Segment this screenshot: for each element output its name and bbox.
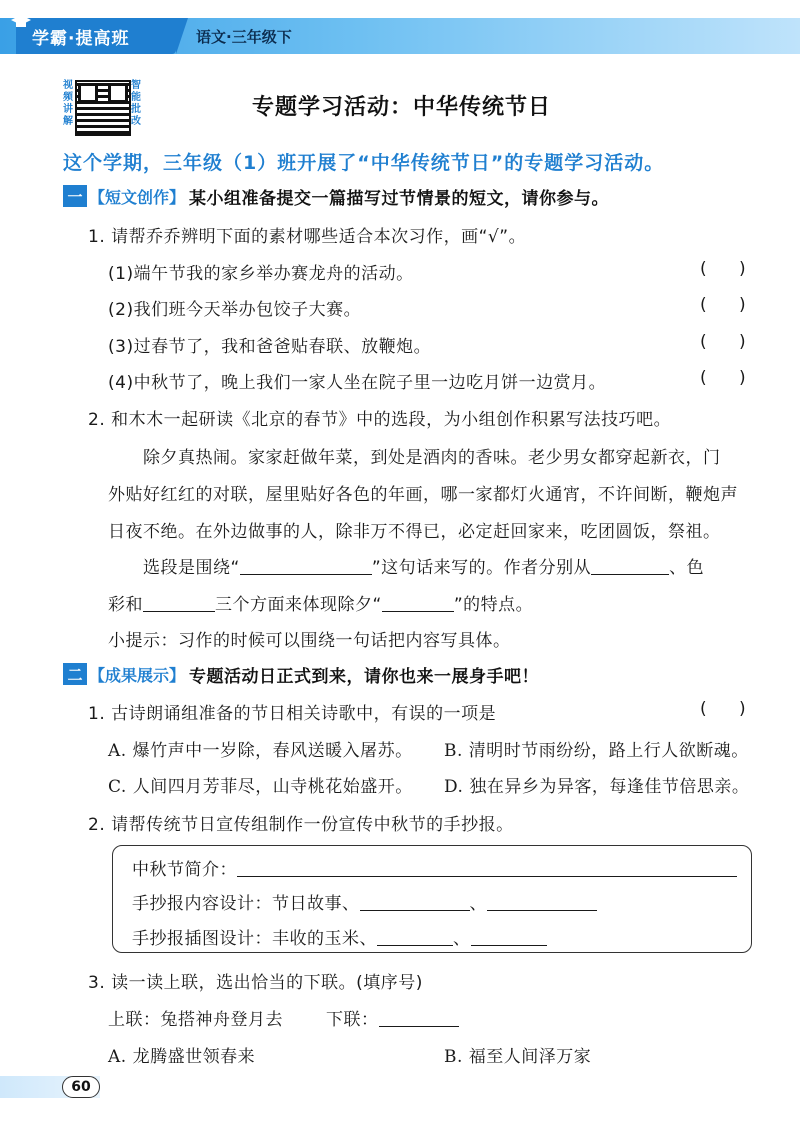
header-brand-tab	[16, 18, 176, 54]
s1-fill1-c: 、色	[669, 558, 705, 578]
section-2-number: 二	[63, 663, 87, 685]
s2-question-1: 1. 古诗朗诵组准备的节日相关诗歌中，有误的一项是	[88, 704, 497, 724]
poster-line-3	[132, 924, 547, 949]
header-brand: 学霸·提高班	[32, 28, 130, 49]
section-2-tag: 【成果展示】	[89, 665, 186, 685]
section-1-number: 一	[63, 185, 87, 207]
poster-illus-label: 手抄报插图设计：丰收的玉米、	[132, 929, 377, 949]
header-fold	[176, 18, 188, 54]
section-1-heading	[63, 183, 609, 209]
s1-passage-line-3: 日夜不绝。在外边做事的人，除非万不得已，必定赶回家来，吃团圆饭，祭祖。	[108, 522, 721, 542]
section-1-text: 某小组准备提交一篇描写过节情景的短文，请你参与。	[189, 188, 610, 209]
qr-right-label: 智能批改	[131, 80, 141, 127]
s1-tip: 小提示：习作的时候可以围绕一句话把内容写具体。	[108, 631, 511, 651]
s1-option-3: (3)过春节了，我和爸爸贴春联、放鞭炮。	[108, 337, 432, 357]
poster-content-label: 手抄报内容设计：节日故事、	[132, 894, 360, 914]
s2-xialian-row	[326, 1005, 459, 1030]
s1-passage-line-2: 外贴好红红的对联，屋里贴好各色的年画，哪一家都灯火通宵，不许间断，鞭炮声	[108, 485, 738, 505]
s2-choice-d[interactable]: D. 独在异乡为异客，每逢佳节倍思亲。	[444, 777, 750, 797]
s2-option-a[interactable]: A. 龙腾盛世领春来	[108, 1047, 256, 1067]
qr-left-label: 视频讲解	[63, 80, 73, 127]
s1-fill-line-1	[143, 553, 704, 578]
qr-code-icon[interactable]	[75, 80, 131, 136]
s1-blank-aspect-3[interactable]	[143, 594, 215, 612]
poster-intro-label: 中秋节简介：	[132, 860, 237, 880]
s2-choice-a[interactable]: A. 爆竹声中一岁除，春风送暖入屠苏。	[108, 741, 413, 761]
poster-illus-blank-2[interactable]	[471, 928, 547, 946]
s1-fill1-a: 选段是围绕“	[143, 558, 240, 578]
s1-answer-4[interactable]: ( )	[700, 368, 746, 388]
intro-text: 这个学期，三年级（1）班开展了“中华传统节日”的专题学习活动。	[63, 152, 665, 174]
s1-fill2-b: 三个方面来体现除夕“	[215, 595, 382, 615]
s2-answer-1[interactable]: ( )	[700, 699, 746, 719]
poster-illus-blank-1[interactable]	[377, 928, 453, 946]
section-2-text: 专题活动日正式到来，请你也来一展身手吧！	[189, 666, 540, 687]
s1-option-4: (4)中秋节了，晚上我们一家人坐在院子里一边吃月饼一边赏月。	[108, 373, 607, 393]
s1-blank-feature[interactable]	[382, 594, 454, 612]
s1-blank-aspect-1[interactable]	[591, 557, 669, 575]
poster-intro-blank[interactable]	[237, 859, 737, 877]
poster-illus-sep: 、	[453, 929, 471, 949]
s2-question-3: 3. 读一读上联，选出恰当的下联。(填序号)	[88, 973, 423, 993]
s1-fill-line-2	[108, 590, 533, 615]
poster-line-1	[132, 855, 737, 880]
s1-question-2: 2. 和木木一起研读《北京的春节》中的选段，为小组创作积累写法技巧吧。	[88, 410, 672, 430]
s2-xialian-blank[interactable]	[379, 1009, 459, 1027]
page-header	[0, 0, 800, 58]
s2-xialian-label: 下联：	[326, 1010, 379, 1030]
s1-answer-2[interactable]: ( )	[700, 295, 746, 315]
s1-fill2-a: 彩和	[108, 595, 143, 615]
s2-choice-c[interactable]: C. 人间四月芳菲尽，山寺桃花始盛开。	[108, 777, 413, 797]
section-2-heading	[63, 661, 539, 687]
header-subject: 语文·三年级下	[196, 28, 292, 46]
s1-answer-3[interactable]: ( )	[700, 332, 746, 352]
s1-passage-line-1: 除夕真热闹。家家赶做年菜，到处是酒肉的香味。老少男女都穿起新衣，门	[143, 448, 721, 468]
s1-fill2-c: ”的特点。	[453, 595, 534, 615]
poster-line-2	[132, 889, 597, 914]
page-title: 专题学习活动：中华传统节日	[252, 95, 552, 120]
s1-question-1: 1. 请帮乔乔辨明下面的素材哪些适合本次习作，画“√”。	[88, 227, 527, 247]
poster-content-blank-1[interactable]	[360, 893, 470, 911]
s1-fill1-b: ”这句话来写的。作者分别从	[371, 558, 592, 578]
s2-choice-b[interactable]: B. 清明时节雨纷纷，路上行人欲断魂。	[444, 741, 749, 761]
s1-answer-1[interactable]: ( )	[700, 259, 746, 279]
page-number: 60	[62, 1076, 100, 1098]
s1-option-2: (2)我们班今天举办包饺子大赛。	[108, 300, 362, 320]
poster-content-sep: 、	[469, 894, 487, 914]
section-1-tag: 【短文创作】	[89, 187, 186, 207]
poster-content-blank-2[interactable]	[487, 893, 597, 911]
s2-shanglian: 上联：兔搭神舟登月去	[108, 1010, 283, 1030]
graduation-cap-icon	[10, 12, 32, 34]
s2-option-b[interactable]: B. 福至人间泽万家	[444, 1047, 592, 1067]
s2-question-2: 2. 请帮传统节日宣传组制作一份宣传中秋节的手抄报。	[88, 815, 514, 835]
s1-blank-sentence[interactable]	[240, 557, 372, 575]
qr-block	[63, 80, 143, 142]
s1-option-1: (1)端午节我的家乡举办赛龙舟的活动。	[108, 264, 414, 284]
